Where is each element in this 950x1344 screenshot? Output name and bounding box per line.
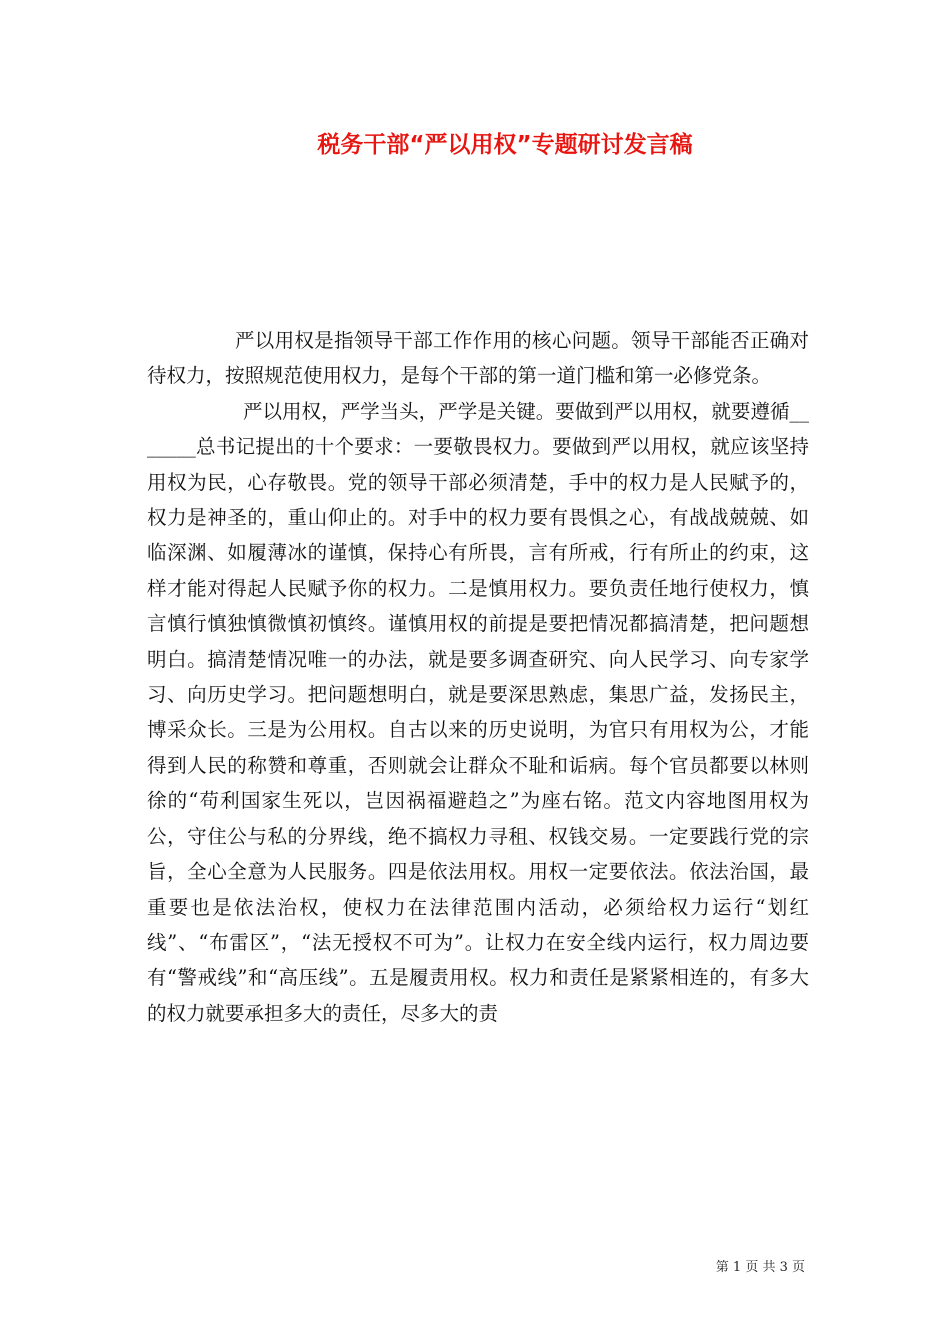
paragraph-1: 严以用权是指领导干部工作作用的核心问题。领导干部能否正确对待权力，按照规范使用权力，是每个干部的第一道门槛和第一必修党条。 — [147, 329, 809, 388]
paragraph-2: 严以用权，严学当头，严学是关键。要做到严以用权，就要遵循_______总书记提出的十个要求：一要敬畏权力。要做到严以用权，就应该坚持用权为民，心存敬畏。党的领导干部必须清楚，手中的权力是人民赋予的，权力是神圣的，重山仰止的。对手中的权力要有畏惧之心，有战战兢兢、如临深渊、如履薄冰的谨慎，保持心有所畏，言有所戒，行有所止的约束，这样才能对得起人民赋予你的权力。二是慎用权力。要负责任地行使权力，慎言慎行慎独慎微慎初慎终。谨慎用权的前提是要把情况都搞清楚，把问题想明白。搞清楚情况唯一的办法，就是要多调查研究、向人民学习、向专家学习、向历史学习。把问题想明白，就是要深思熟虑，集思广益，发扬民主，博采众长。三是为公用权。自古以来的历史说明，为官只有用权为公，才能得到人民的称赞和尊重，否则就会让群众不耻和诟病。每个官员都要以林则徐的“苟利国家生死以，岂因祸福避趋之”为座右铭。范文内容地图用权为公，守住公与私的分界线，绝不搞权力寻租、权钱交易。一定要践行党的宗旨，全心全意为人民服务。四是依法用权。用权一定要依法。依法治国，最重要也是依法治权，使权力在法律范围内活动，必须给权力运行“划红线”、“布雷区”，“法无授权不可为”。让权力在安全线内运行，权力周边要有“警戒线”和“高压线”。五是履责用权。权力和责任是紧紧相连的，有多大的权力就要承担多大的责任，尽多大的责 — [147, 399, 809, 1025]
page-number: 第 1 页 共 3 页 — [715, 1260, 805, 1275]
document-title: 税务干部“严以用权”专题研讨发言稿 — [317, 132, 693, 158]
document-body — [147, 323, 809, 1031]
